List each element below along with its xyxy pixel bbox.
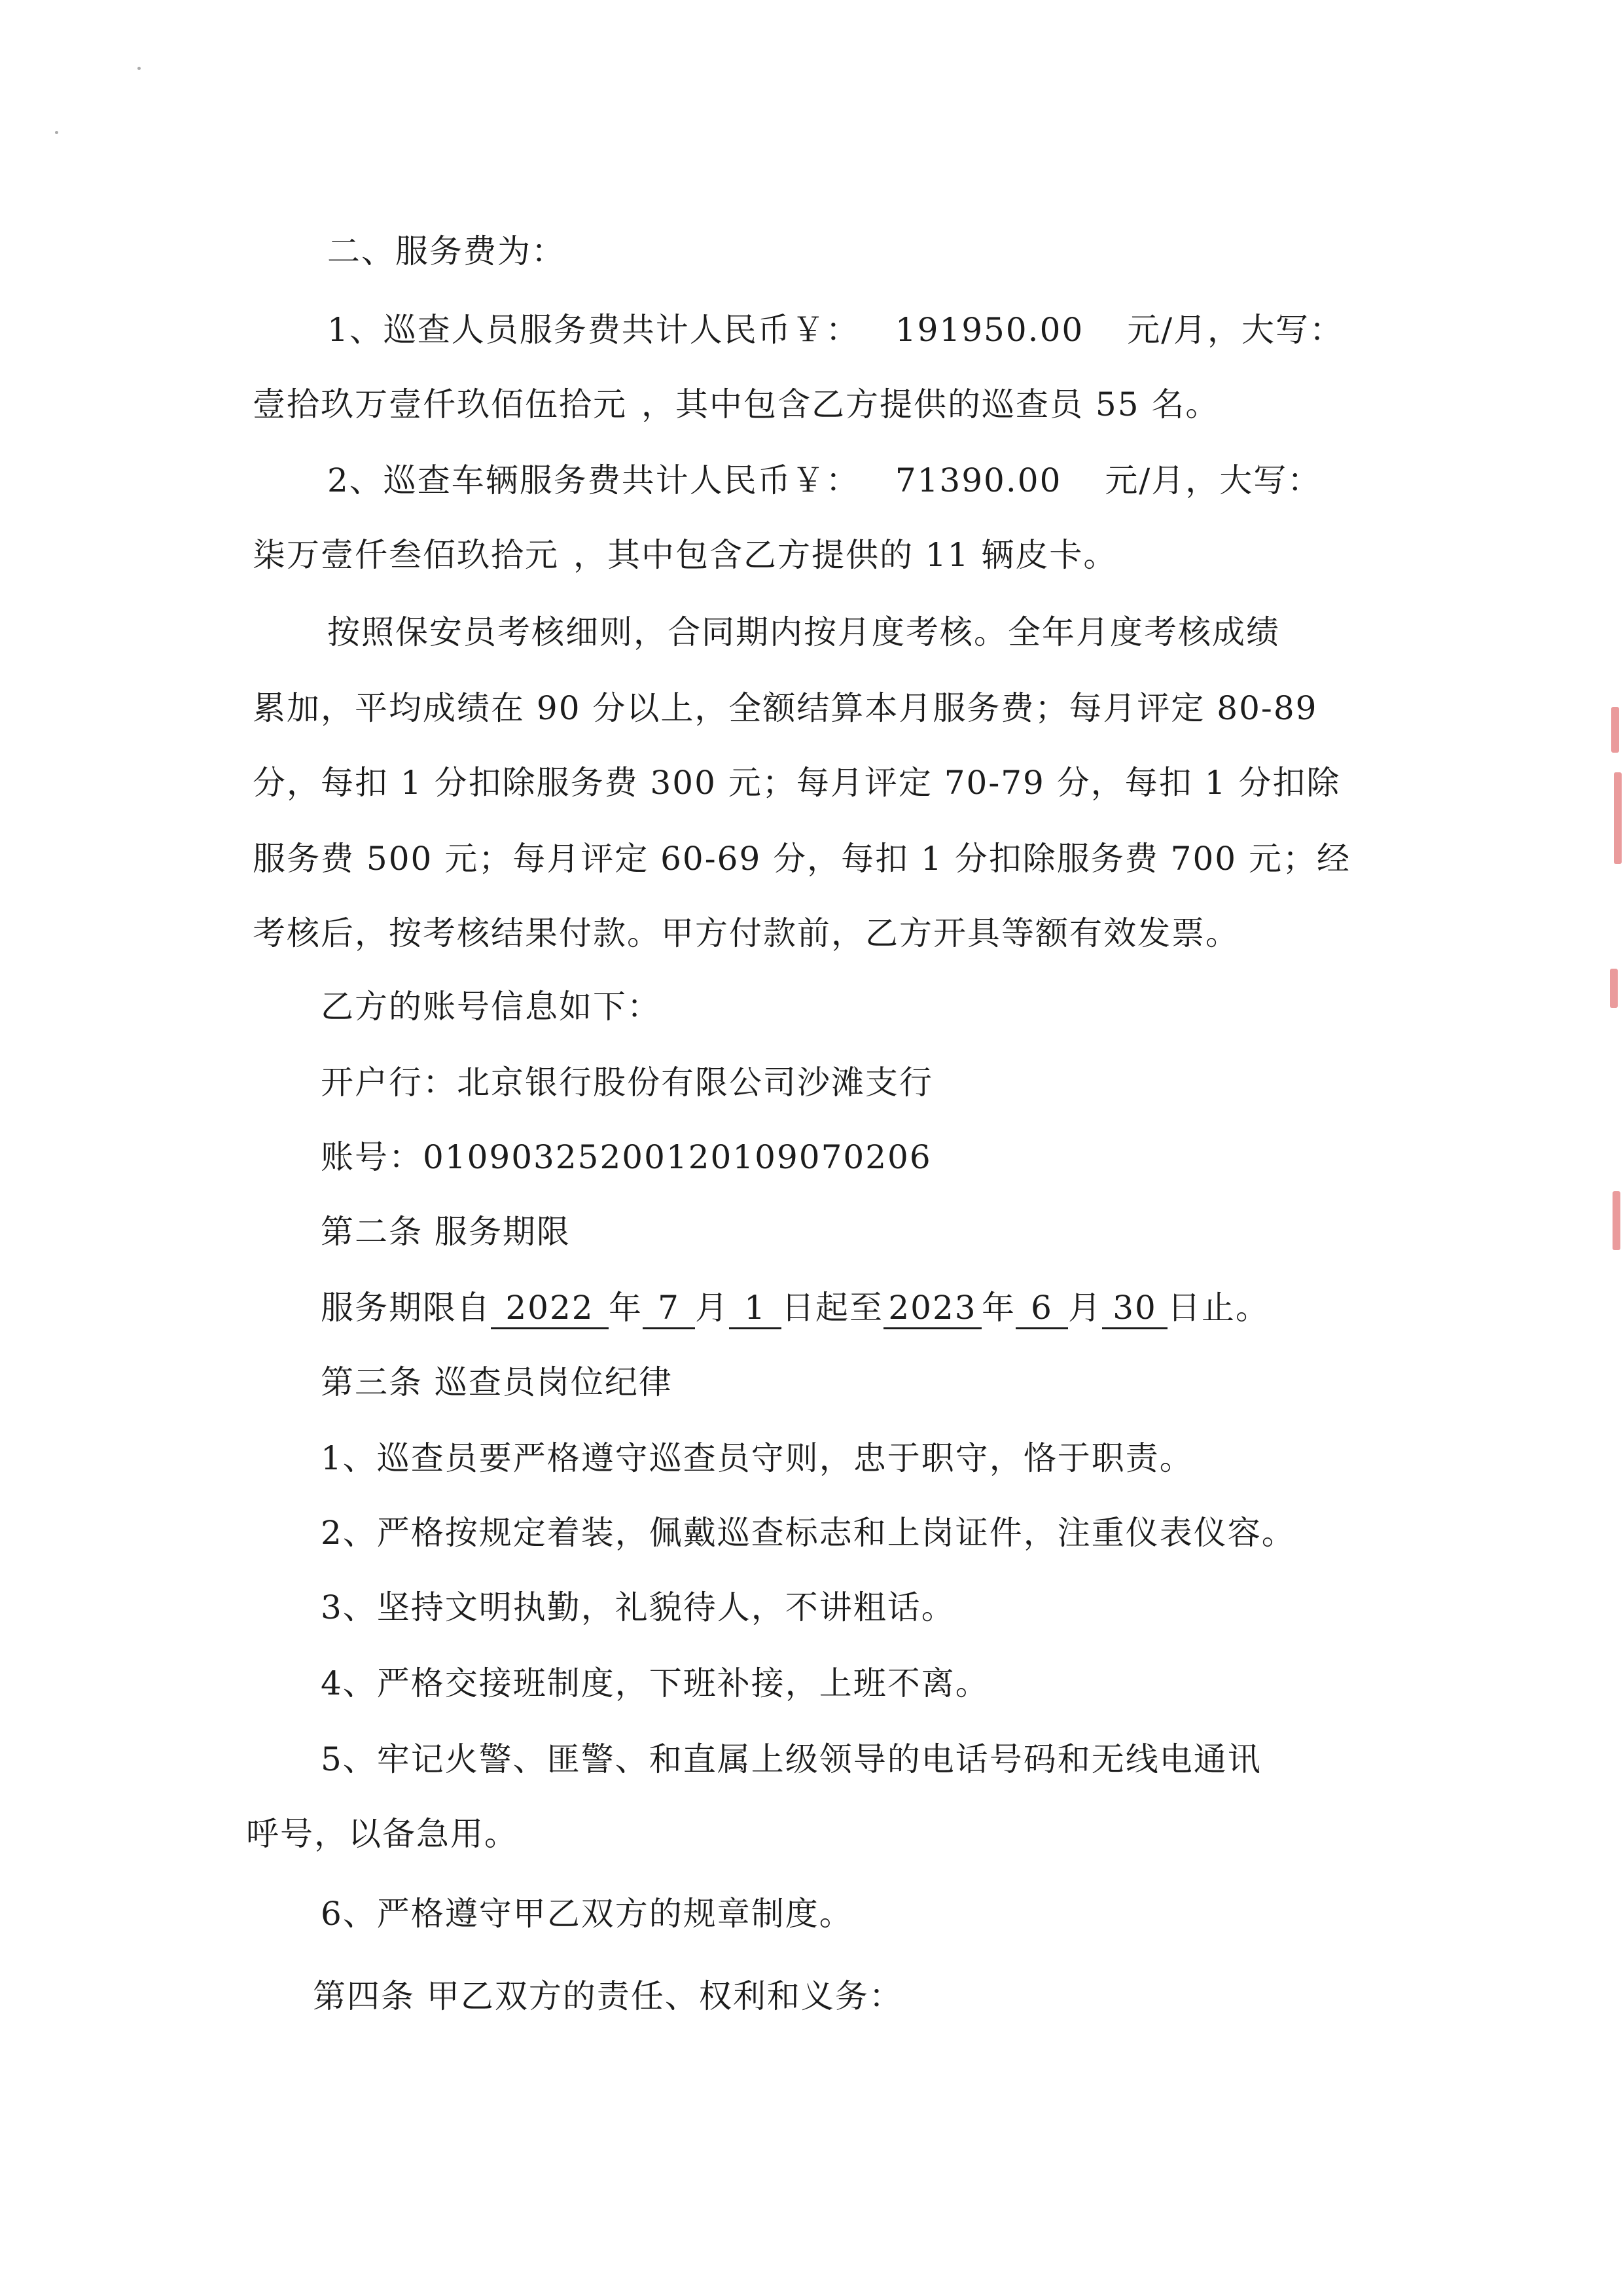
assessment-paragraph-line-3: 分，每扣 1 分扣除服务费 300 元；每月评定 70-79 分，每扣 1 分扣除 <box>253 764 1341 802</box>
patrol-staff-fee-uppercase: 壹拾玖万壹仟玖佰伍拾元 <box>253 386 627 423</box>
bank-account: 账号：01090325200120109070206 <box>321 1138 932 1176</box>
article-3-item-5: 5、牢记火警、匪警、和直属上级领导的电话号码和无线电通讯 <box>321 1740 1262 1778</box>
article-3-heading: 第三条 巡查员岗位纪律 <box>321 1363 673 1401</box>
article-3-item-5-cont: 呼号，以备急用。 <box>246 1815 518 1853</box>
patrol-vehicle-count-text: ，其中包含乙方提供的 11 辆皮卡。 <box>573 536 1118 574</box>
article-2-heading: 第二条 服务期限 <box>321 1213 571 1251</box>
article-3-item-1: 1、巡查员要严格遵守巡查员守则，忠于职守，恪于职责。 <box>321 1439 1194 1477</box>
article-3-item-3: 3、坚持文明执勤，礼貌待人，不讲粗话。 <box>321 1588 955 1626</box>
article-4-heading: 第四条 甲乙双方的责任、权利和义务： <box>313 1977 903 2015</box>
service-period-line: 服务期限自 2022 年 7 月 1 日起至 2023 年 6 月 30 日止。 <box>321 1287 1270 1329</box>
patrol-staff-count-text: ，其中包含乙方提供的巡查员 55 名。 <box>641 386 1220 423</box>
article-3-item-4: 4、严格交接班制度，下班补接，上班不离。 <box>321 1664 990 1702</box>
assessment-paragraph-line-2: 累加，平均成绩在 90 分以上，全额结算本月服务费；每月评定 80-89 <box>253 689 1318 727</box>
scan-speck-2 <box>55 131 58 134</box>
end-day: 30 <box>1102 1288 1168 1329</box>
seal-edge-mark-4 <box>1613 1191 1620 1250</box>
patrol-staff-fee-label: 1、巡查人员服务费共计人民币￥： <box>327 311 860 349</box>
section-service-fee-heading: 二、服务费为： <box>327 232 565 270</box>
patrol-vehicle-fee-unit: 元/月，大写： <box>1105 461 1322 499</box>
patrol-vehicle-fee-amount: 71390.00 <box>895 461 1062 499</box>
assessment-paragraph-line-1: 按照保安员考核细则，合同期内按月度考核。全年月度考核成绩 <box>327 613 1280 651</box>
patrol-vehicle-fee-line <box>327 459 1321 501</box>
bank-info-heading: 乙方的账号信息如下： <box>321 988 661 1026</box>
end-year: 2023 <box>883 1288 982 1329</box>
start-month: 7 <box>643 1288 695 1329</box>
seal-edge-mark-2 <box>1614 772 1622 864</box>
seal-edge-mark-3 <box>1610 969 1618 1008</box>
end-month: 6 <box>1016 1288 1068 1329</box>
scan-speck-1 <box>137 67 141 70</box>
article-3-item-6: 6、严格遵守甲乙双方的规章制度。 <box>321 1895 853 1933</box>
assessment-paragraph-line-4: 服务费 500 元；每月评定 60-69 分，每扣 1 分扣除服务费 700 元；经 <box>253 840 1351 878</box>
start-year: 2022 <box>491 1288 609 1329</box>
bank-name: 开户行：北京银行股份有限公司沙滩支行 <box>321 1064 933 1102</box>
article-3-item-2: 2、严格按规定着装，佩戴巡查标志和上岗证件，注重仪表仪容。 <box>321 1514 1296 1552</box>
patrol-staff-fee-unit: 元/月，大写： <box>1127 311 1344 349</box>
patrol-vehicle-fee-uppercase: 柒万壹仟叁佰玖拾元 <box>253 536 559 574</box>
start-day: 1 <box>729 1288 781 1329</box>
patrol-staff-fee-line <box>327 309 1344 351</box>
seal-edge-mark-1 <box>1611 707 1619 753</box>
patrol-staff-fee-line-2 <box>253 384 1219 425</box>
patrol-staff-fee-amount: 191950.00 <box>895 311 1084 349</box>
assessment-paragraph-line-5: 考核后，按考核结果付款。甲方付款前，乙方开具等额有效发票。 <box>253 914 1240 952</box>
patrol-vehicle-fee-line-2 <box>253 534 1117 576</box>
patrol-vehicle-fee-label: 2、巡查车辆服务费共计人民币￥： <box>327 461 860 499</box>
